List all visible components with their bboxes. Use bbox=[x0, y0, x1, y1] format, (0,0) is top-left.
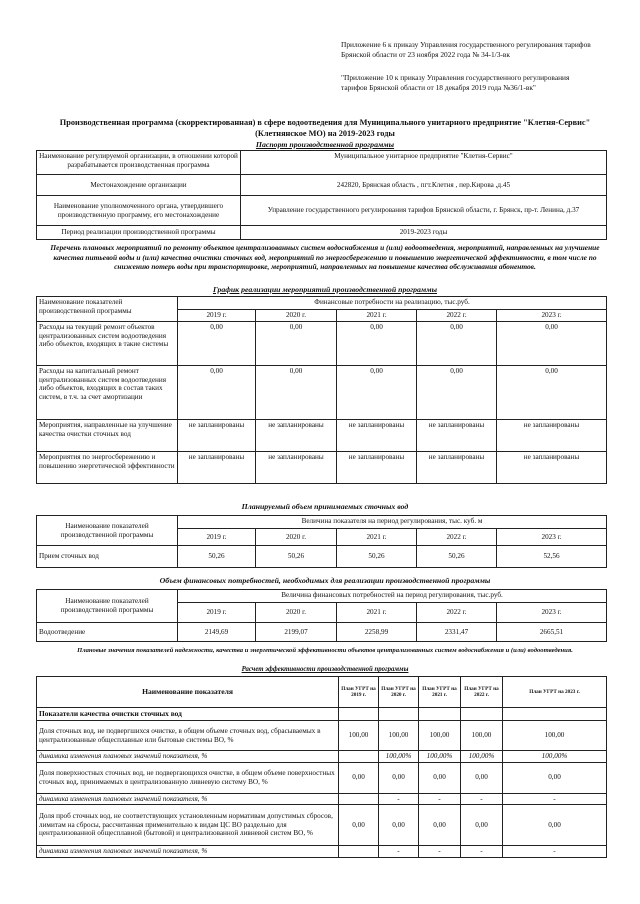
cell-value: 100,00% bbox=[461, 751, 503, 763]
cell-value: 50,26 bbox=[256, 546, 337, 568]
table-row bbox=[37, 793, 607, 805]
cell-value: не запланированы bbox=[337, 420, 417, 452]
dynamics-label: динамика изменения плановых значений показателя, % bbox=[37, 751, 339, 763]
cell-value: 0,00 bbox=[337, 322, 417, 366]
passport-heading: Паспорт производственной программы bbox=[255, 140, 395, 149]
table-row bbox=[37, 762, 607, 793]
cell-value: 0,00 bbox=[256, 366, 337, 420]
cell-value: 2149,69 bbox=[178, 623, 256, 642]
passport-value: 242820, Брянская область , пгт.Клетня , пер.Кирова ,д.45 bbox=[241, 175, 607, 196]
cell-value: 0,00 bbox=[419, 805, 461, 846]
cell-value: не запланированы bbox=[256, 420, 337, 452]
year-header: 2023 г. bbox=[497, 529, 607, 546]
column-header: Наименование показателей производственной программы bbox=[37, 590, 178, 623]
cell-value: не запланированы bbox=[417, 452, 497, 484]
cell-value: 0,00 bbox=[497, 366, 607, 420]
year-header: План УГРТ на 2021 г. bbox=[419, 677, 461, 708]
row-label: Доля сточных вод, не подвергшихся очистке, в общем объеме сточных вод, сбрасываемых в централизованные общесплавные или бытовые системы ВО, % bbox=[37, 721, 339, 751]
cell-value: 0,00 bbox=[461, 805, 503, 846]
cell-value: 2331,47 bbox=[417, 623, 497, 642]
cell-value: - bbox=[461, 846, 503, 858]
year-header: 2023 г. bbox=[497, 603, 607, 623]
table-row bbox=[37, 516, 607, 529]
table-row bbox=[37, 151, 607, 175]
cell-value: 0,00 bbox=[256, 322, 337, 366]
cell-value: не запланированы bbox=[497, 420, 607, 452]
table-row bbox=[37, 226, 607, 240]
passport-value: 2019-2023 годы bbox=[241, 226, 607, 240]
order-header bbox=[341, 40, 633, 93]
header-line: Приложение 6 к приказу Управления государственного регулирования тарифов bbox=[341, 40, 591, 49]
volume-heading: Планируемый объем принимаемых сточных вод bbox=[241, 502, 409, 511]
cell-value: - bbox=[419, 793, 461, 805]
table-row bbox=[37, 623, 607, 642]
table-row bbox=[37, 846, 607, 858]
table-row bbox=[37, 297, 607, 310]
cell-value: 100,00 bbox=[379, 721, 419, 751]
passport-table bbox=[36, 150, 607, 240]
cell-value: 0,00 bbox=[461, 762, 503, 793]
year-header: 2021 г. bbox=[337, 310, 417, 322]
row-label: Доля проб сточных вод, не соответствующих установленным нормативам допустимых сбросов, лимитам на сбросы, рассчитанная применительно к видам ЦС ВО раздельно для централизованной общесплавной (бытовой) и централизованной ливневой систем ВО, % bbox=[37, 805, 339, 846]
passport-value: Муниципальное унитарное предприятие "Клетня-Сервис" bbox=[241, 151, 607, 175]
year-header: План УГРТ на 2019 г. bbox=[339, 677, 379, 708]
page-title bbox=[30, 118, 620, 139]
table-row bbox=[37, 805, 607, 846]
row-label: Доля поверхностных сточных вод, не подвергающихся очистке, в общем объеме поверхностных сточных вод, принимаемых в централизованную ливневую систему ВО, % bbox=[37, 762, 339, 793]
cell-value: 100,00% bbox=[503, 751, 607, 763]
year-header: 2022 г. bbox=[417, 529, 497, 546]
year-header: 2022 г. bbox=[417, 603, 497, 623]
header-line: Брянской области от 23 ноября 2022 года № 34-1/3-вк bbox=[341, 50, 510, 59]
row-label: Расходы на текущий ремонт объектов централизованных систем водоотведения либо объектов, входящих в такие системы bbox=[37, 322, 178, 366]
cell-value bbox=[339, 846, 379, 858]
cell-value: 0,00 bbox=[339, 805, 379, 846]
cell-value: не запланированы bbox=[417, 420, 497, 452]
cell-value: 0,00 bbox=[178, 366, 256, 420]
column-group-header: Величина финансовых потребностей на период регулирования, тыс.руб. bbox=[178, 590, 607, 603]
finance-table bbox=[36, 589, 607, 642]
dynamics-label: динамика изменения плановых значений показателя, % bbox=[37, 846, 339, 858]
efficiency-intro: Плановые значения показателей надежности, качества и энергетической эффективности объектов централизованных систем водоснабжения и (или) водоотведения. bbox=[77, 647, 573, 654]
cell-value bbox=[339, 751, 379, 763]
table-row bbox=[37, 452, 607, 484]
cell-value: 0,00 bbox=[379, 762, 419, 793]
year-header: 2021 г. bbox=[337, 529, 417, 546]
cell-value: 100,00 bbox=[419, 721, 461, 751]
year-header: План УГРТ на 2023 г. bbox=[503, 677, 607, 708]
table-row bbox=[37, 196, 607, 226]
year-header: 2019 г. bbox=[178, 603, 256, 623]
column-header: Наименование показателей производственной программы bbox=[37, 516, 178, 546]
passport-value: Управление государственного регулирования тарифов Брянской области, г. Брянск, пр-т. Ленина, д.37 bbox=[241, 196, 607, 226]
section-label: Показатели качества очистки сточных вод bbox=[37, 708, 339, 721]
column-group-header: Финансовые потребности на реализацию, тыс.руб. bbox=[178, 297, 607, 310]
cell-value: 0,00 bbox=[419, 762, 461, 793]
cell-value: 0,00 bbox=[503, 805, 607, 846]
cell-value: 0,00 bbox=[417, 322, 497, 366]
cell-value: 0,00 bbox=[337, 366, 417, 420]
year-header: 2021 г. bbox=[337, 603, 417, 623]
year-header: 2022 г. bbox=[417, 310, 497, 322]
cell-value: 100,00% bbox=[379, 751, 419, 763]
cell-value: - bbox=[419, 846, 461, 858]
measures-table bbox=[36, 296, 607, 484]
year-header: 2020 г. bbox=[256, 603, 337, 623]
cell-value: - bbox=[461, 793, 503, 805]
finance-heading: Объем финансовых потребностей, необходимых для реализации производственной программы bbox=[159, 576, 491, 585]
passport-label: Наименование регулируемой организации, в отношении которой разрабатывается производственная программа bbox=[37, 151, 241, 175]
cell-value: не запланированы bbox=[178, 452, 256, 484]
cell-value: 100,00 bbox=[503, 721, 607, 751]
column-header: Наименование показателей производственной программы bbox=[37, 297, 178, 322]
table-row bbox=[37, 175, 607, 196]
table-row bbox=[37, 708, 607, 721]
cell-value: не запланированы bbox=[497, 452, 607, 484]
column-header: Наименование показателя bbox=[37, 677, 339, 708]
table-row bbox=[37, 366, 607, 420]
table-row bbox=[37, 590, 607, 603]
cell-value: не запланированы bbox=[337, 452, 417, 484]
passport-label: Местонахождение организации bbox=[37, 175, 241, 196]
cell-value: 0,00 bbox=[178, 322, 256, 366]
cell-value: - bbox=[379, 846, 419, 858]
efficiency-table bbox=[36, 676, 607, 858]
cell-value: не запланированы bbox=[256, 452, 337, 484]
cell-value: 50,26 bbox=[337, 546, 417, 568]
cell-value: 52,56 bbox=[497, 546, 607, 568]
passport-label: Наименование уполномоченного органа, утвердившего производственную программу, его местонахождение bbox=[37, 196, 241, 226]
year-header: План УГРТ на 2020 г. bbox=[379, 677, 419, 708]
header-line: "Приложение 10 к приказу Управления государственного регулирования bbox=[341, 73, 570, 82]
row-label: Расходы на капитальный ремонт централизованных систем водоотведения либо объектов, входящих в состав таких систем, в т.ч. за счет амортизации bbox=[37, 366, 178, 420]
table-row bbox=[37, 546, 607, 568]
table-row bbox=[37, 677, 607, 708]
table-row bbox=[37, 420, 607, 452]
cell-value: 100,00 bbox=[461, 721, 503, 751]
cell-value: 50,26 bbox=[417, 546, 497, 568]
column-group-header: Величина показателя на период регулирования, тыс. куб. м bbox=[178, 516, 607, 529]
cell-value: 50,26 bbox=[178, 546, 256, 568]
cell-value: 0,00 bbox=[339, 762, 379, 793]
measures-heading: График реализации мероприятий производственной программы bbox=[212, 285, 438, 294]
row-label: Водоотведение bbox=[37, 623, 178, 642]
cell-value: 100,00 bbox=[339, 721, 379, 751]
year-header: 2020 г. bbox=[256, 529, 337, 546]
table-row bbox=[37, 721, 607, 751]
volume-table bbox=[36, 515, 607, 568]
table-row bbox=[37, 751, 607, 763]
cell-value bbox=[339, 793, 379, 805]
cell-value: 2665,51 bbox=[497, 623, 607, 642]
cell-value: 100,00% bbox=[419, 751, 461, 763]
cell-value: - bbox=[379, 793, 419, 805]
year-header: 2019 г. bbox=[178, 310, 256, 322]
cell-value: 0,00 bbox=[497, 322, 607, 366]
cell-value: 0,00 bbox=[379, 805, 419, 846]
cell-value: - bbox=[503, 793, 607, 805]
table-row bbox=[37, 322, 607, 366]
dynamics-label: динамика изменения плановых значений показателя, % bbox=[37, 793, 339, 805]
header-line: тарифов Брянской области от 18 декабря 2019 года №36/1-вк" bbox=[341, 83, 536, 92]
passport-label: Период реализации производственной программы bbox=[37, 226, 241, 240]
title-line: Производственная программа (скорректированная) в сфере водоотведения для Муниципального унитарного предприятие "Клетня-Сервис" bbox=[59, 118, 591, 127]
cell-value: 2258,99 bbox=[337, 623, 417, 642]
cell-value: не запланированы bbox=[178, 420, 256, 452]
cell-value: 2199,07 bbox=[256, 623, 337, 642]
year-header: 2020 г. bbox=[256, 310, 337, 322]
row-label: Мероприятия по энергосбережению и повышению энергетической эффективности bbox=[37, 452, 178, 484]
title-line: (Клетнянское МО) на 2019-2023 годы bbox=[255, 128, 395, 138]
efficiency-heading: Расчет эффективности производственной программы bbox=[241, 666, 409, 673]
cell-value: - bbox=[503, 846, 607, 858]
year-header: 2023 г. bbox=[497, 310, 607, 322]
measures-intro: Перечень плановых мероприятий по ремонту объектов централизованных систем водоснабжения и (или) водоотведения, мероприятий, направленных на улучшение качества питьевой воды и (или) качества очистки сточных вод, мероприятий по энергосбережению и повышению энергетической эффективности, в том числе по снижению потерь воды при транспортировке, мероприятий, направленных на повышение качества обслуживания абонентов. bbox=[50, 243, 600, 272]
cell-value: 0,00 bbox=[417, 366, 497, 420]
row-label: Мероприятия, направленные на улучшение качества очистки сточных вод bbox=[37, 420, 178, 452]
cell-value: 0,00 bbox=[503, 762, 607, 793]
year-header: План УГРТ на 2022 г. bbox=[461, 677, 503, 708]
year-header: 2019 г. bbox=[178, 529, 256, 546]
row-label: Прием сточных вод bbox=[37, 546, 178, 568]
